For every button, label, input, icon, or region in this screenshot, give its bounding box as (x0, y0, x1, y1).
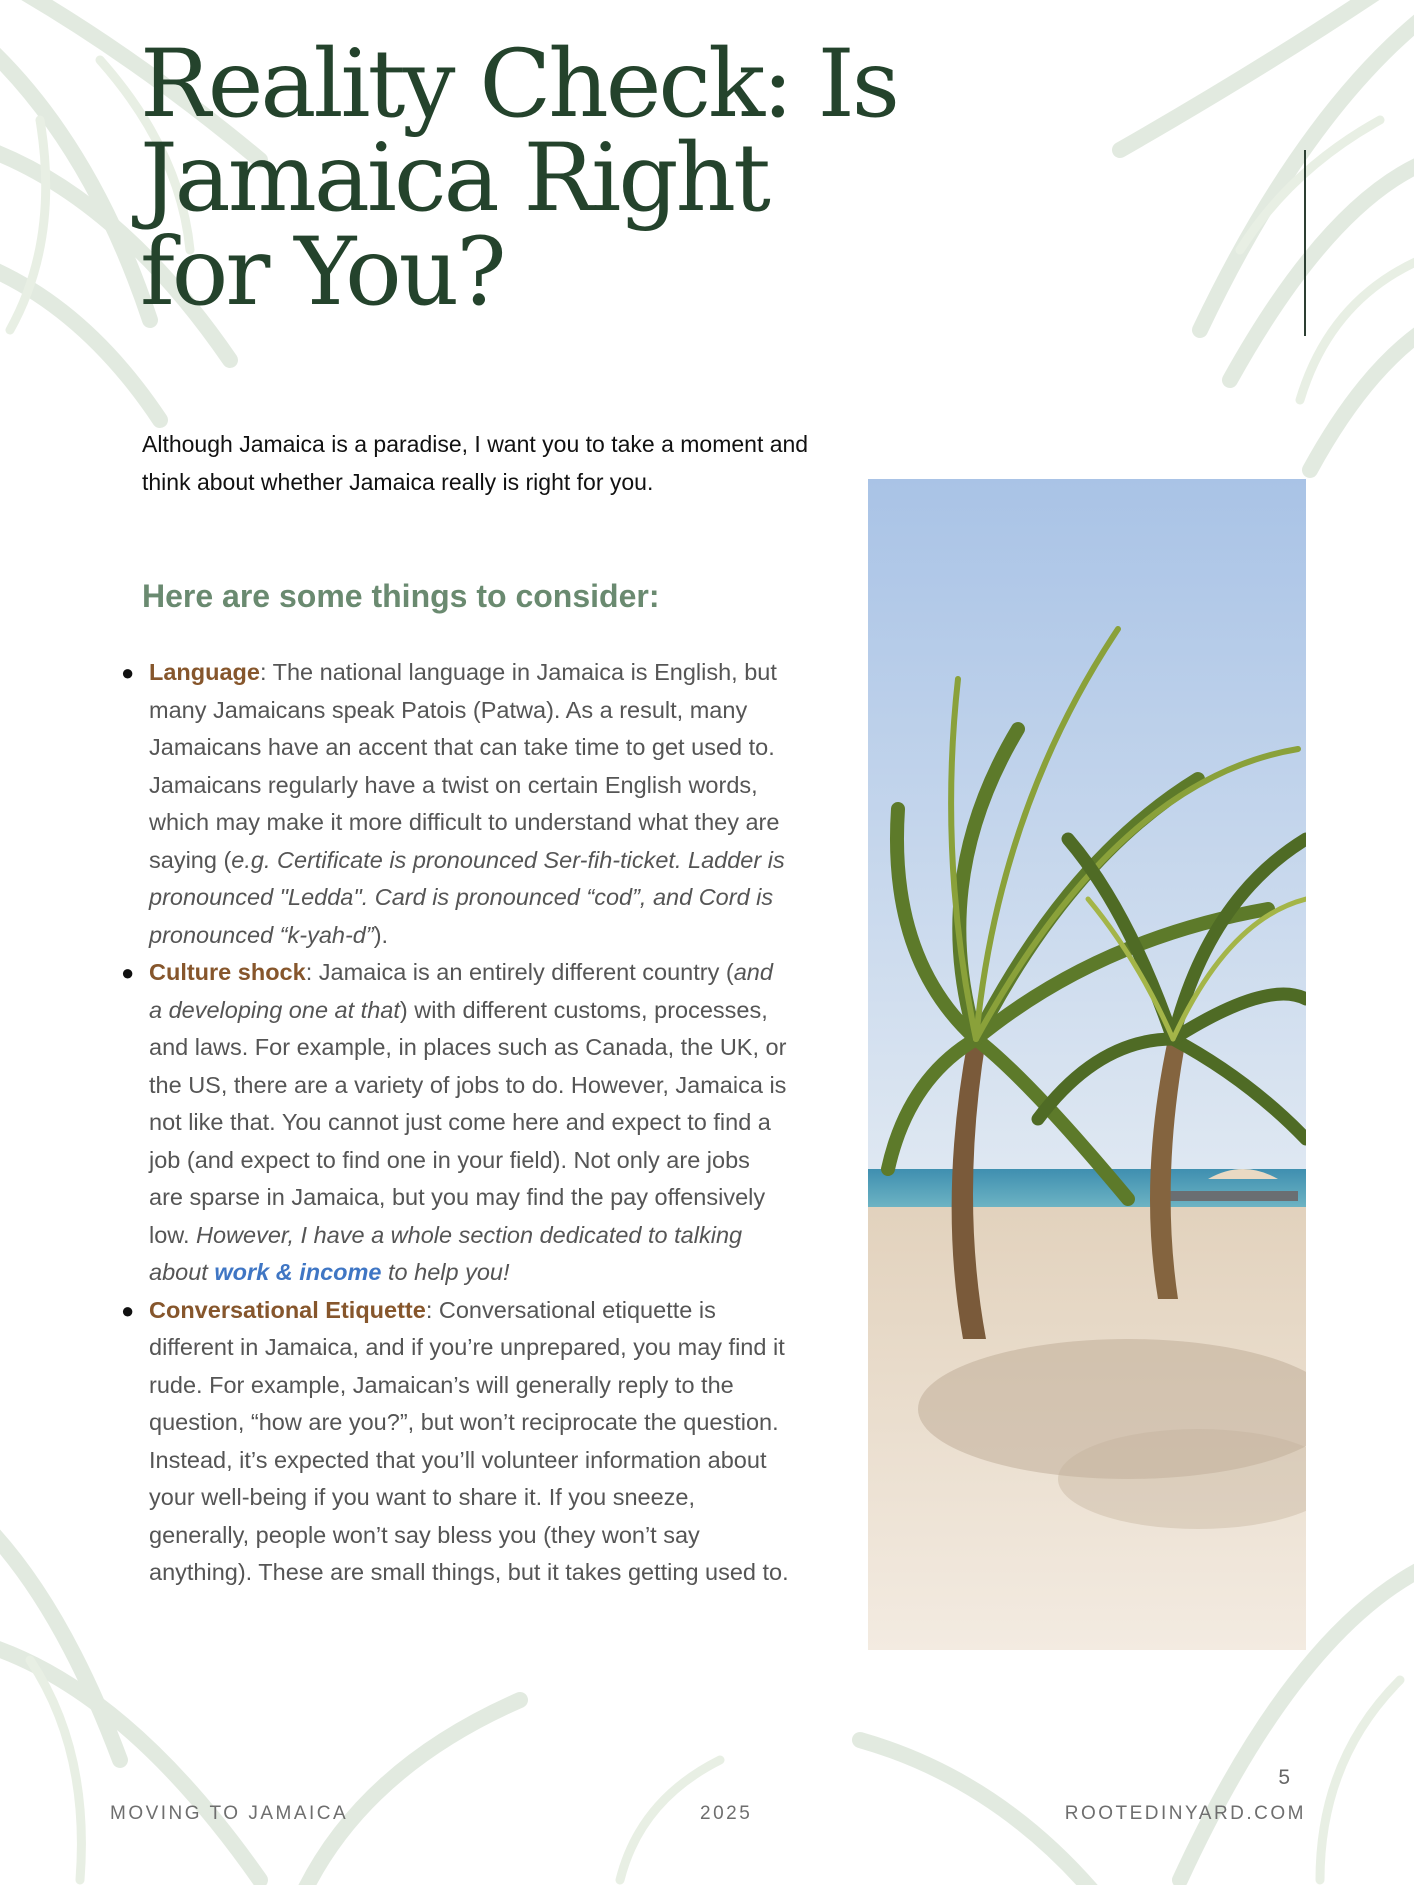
etiquette-text: : Conversational etiquette is different in Jamaica, and if you’re unprepared, you may find it rude. For example, Jamaican’s will generally reply to the question, “how are you?”, but won’t reciprocate the question. Instead, it’s expected that you’ll volunteer information about your well-being if you want to share it. If you sneeze, generally, people won’t say bless you (they won’t say anything). These are small things, but it takes getting used to. (149, 1296, 789, 1585)
language-text: : The national language in Jamaica is English, but many Jamaicans speak Patois (Patwa). As a result, many Jamaicans have an accent that can take time to get used to. Jamaicans regularly have a twist on certain English words, which may make it more difficult to understand what they are saying ( (149, 659, 780, 873)
footer-year: 2025 (700, 1803, 753, 1824)
language-tail: ). (373, 921, 389, 948)
intro-paragraph: Although Jamaica is a paradise, I want you to take a moment and think about whether Jamaica really is right for you. (142, 431, 809, 495)
considerations-list (121, 654, 789, 1592)
footer-website: ROOTEDINYARD.COM (1064, 1803, 1306, 1824)
bullet-icon: ● (121, 660, 135, 685)
culture-text-b: ) with different customs, processes, and laws. For example, in places such as Canada, the UK, or the US, there are a variety of jobs to do. However, Jamaica is not like that. You cannot just come here and expect to find a job (and expect to find one in your field). Not only are jobs are sparse in Jamaica, but you may find the pay offensively low. (149, 996, 787, 1248)
culture-text-a: : Jamaica is an entirely different country ( (305, 959, 734, 985)
page-number: 5 (1278, 1766, 1290, 1789)
vertical-divider (1304, 150, 1306, 336)
work-income-link[interactable]: work & income (214, 1259, 382, 1285)
list-item-conversational-etiquette (121, 1292, 789, 1592)
term-language: Language (149, 659, 260, 685)
list-item-culture-shock (121, 954, 789, 1292)
bullet-icon: ● (121, 960, 135, 985)
bullet-icon: ● (121, 1297, 135, 1323)
culture-italic-a: and a developing one at that (149, 959, 773, 1023)
footer-left: MOVING TO JAMAICA (110, 1803, 349, 1824)
term-culture-shock: Culture shock (149, 959, 306, 985)
section-subheading: Here are some things to consider: (142, 578, 660, 614)
culture-italic-b: However, I have a whole section dedicated to talking about (149, 1221, 743, 1285)
term-conversational-etiquette: Conversational Etiquette (149, 1296, 426, 1323)
palm-trees-beach-photo (868, 479, 1306, 1650)
language-examples: e.g. Certificate is pronounced Ser-fih-ticket. Ladder is pronounced "Ledda". Card is pronounced “cod”, and Cord is pronounced “k-yah-d” (149, 846, 785, 948)
page-title: Reality Check: Is Jamaica Right for You? (140, 30, 897, 327)
culture-italic-c: to help you! (381, 1259, 510, 1285)
list-item-language (121, 654, 789, 954)
